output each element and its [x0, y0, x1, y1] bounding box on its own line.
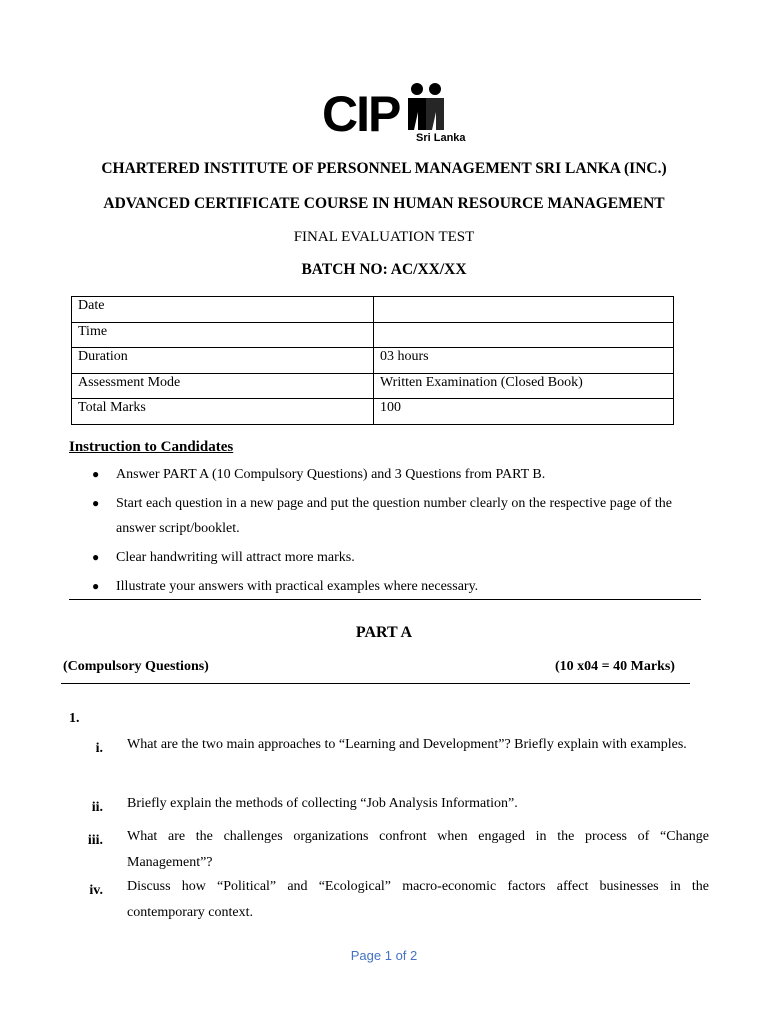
table-value [374, 297, 674, 323]
table-value: Written Examination (Closed Book) [374, 373, 674, 399]
table-label: Date [72, 297, 374, 323]
bullet-icon: ● [92, 496, 100, 510]
logo-tagline: Sri Lanka [416, 132, 466, 144]
question-number: 1. [69, 711, 80, 726]
table-label: Duration [72, 348, 374, 374]
bullet-icon: ● [92, 579, 100, 593]
table-value: 03 hours [374, 348, 674, 374]
sub-question-number: i. [95, 741, 103, 756]
instruction-text: Illustrate your answers with practical examples where necessary. [116, 579, 479, 594]
table-label: Time [72, 322, 374, 348]
table-row [72, 348, 674, 374]
batch-number: BATCH NO: AC/XX/XX [301, 261, 467, 278]
instruction-text: Clear handwriting will attract more marks. [116, 550, 355, 565]
table-value: 100 [374, 399, 674, 425]
divider [61, 683, 690, 684]
part-a-title: PART A [355, 624, 413, 641]
part-a-marks: (10 x04 = 40 Marks) [555, 659, 675, 674]
course-title: ADVANCED CERTIFICATE COURSE IN HUMAN RESOURCE MANAGEMENT [103, 195, 665, 212]
table-label: Assessment Mode [72, 373, 374, 399]
instructions-list [92, 462, 712, 599]
logo-text: CIP [322, 86, 400, 142]
test-title: FINAL EVALUATION TEST [293, 229, 475, 245]
page-number: Page 1 of 2 [350, 948, 418, 963]
table-row [72, 297, 674, 323]
bullet-icon: ● [92, 550, 100, 564]
table-row [72, 373, 674, 399]
list-item [92, 545, 712, 570]
instruction-text: Answer PART A (10 Compulsory Questions) and 3 Questions from PART B. [116, 467, 546, 482]
divider [69, 599, 701, 600]
table-row [72, 399, 674, 425]
sub-question-text: What are the two main approaches to “Learning and Development”? Briefly explain with examples. [127, 737, 687, 752]
instruction-text: Start each question in a new page and put the question number clearly on the respective page of the answer script/booklet. [116, 496, 672, 536]
table-row [72, 322, 674, 348]
sub-question-number: ii. [91, 800, 103, 815]
exam-info-table [71, 296, 674, 425]
list-item [92, 462, 712, 487]
bullet-icon: ● [92, 467, 100, 481]
sub-question-number: iii. [87, 833, 103, 848]
sub-question-text: What are the challenges organizations confront when engaged in the process of “Change Management”? [127, 829, 709, 870]
list-item [92, 491, 712, 541]
instructions-title: Instruction to Candidates [69, 439, 234, 455]
table-value [374, 322, 674, 348]
part-a-subtitle: (Compulsory Questions) [63, 659, 209, 674]
list-item [92, 574, 712, 599]
table-label: Total Marks [72, 399, 374, 425]
sub-question-text: Briefly explain the methods of collecting “Job Analysis Information”. [127, 796, 518, 811]
sub-question-text: Discuss how “Political” and “Ecological” macro-economic factors affect businesses in the contemporary context. [127, 879, 709, 920]
cipm-logo [322, 82, 466, 146]
sub-question-number: iv. [89, 883, 103, 898]
institute-title: CHARTERED INSTITUTE OF PERSONNEL MANAGEMENT SRI LANKA (INC.) [101, 160, 667, 177]
